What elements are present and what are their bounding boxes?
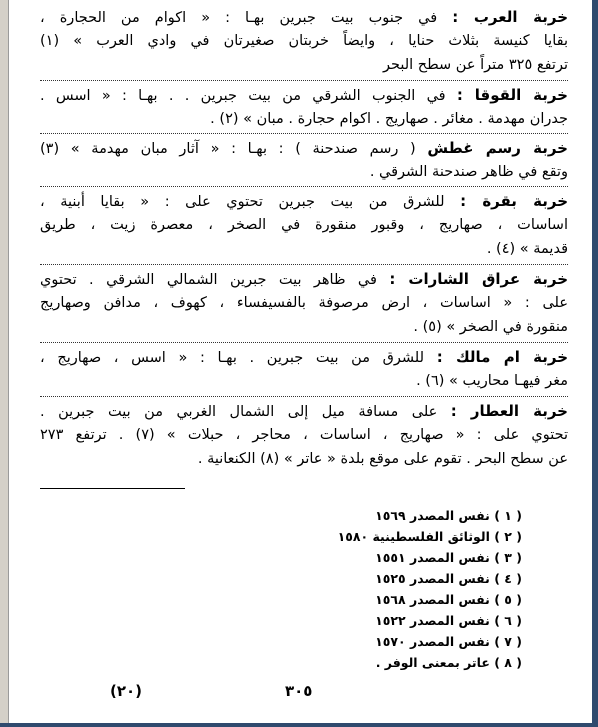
entry-line: بقايا كنيسة بثلاث حنايا ، وايضاً خربتان صغيرتان في وادي العرب » (١) bbox=[40, 33, 568, 49]
entry-heading: خربة القوقا : bbox=[456, 86, 568, 104]
entry-line: تحتوي على : « صهاريج ، اساسات ، محاجر ، حبلات » (٧) . ترتفع ٢٧٣ bbox=[40, 427, 568, 443]
dotted-separator bbox=[40, 342, 568, 343]
dotted-separator bbox=[40, 80, 568, 81]
window-frame-right bbox=[592, 0, 598, 727]
footnote: ( ٨ ) عاتر بمعنى الوفر . bbox=[375, 655, 522, 670]
dotted-separator bbox=[40, 264, 568, 265]
entry-line: خربة ام مالك : للشرق من بيت جبرين . بهـا : « اسس ، صهاريج ، bbox=[40, 348, 569, 366]
footnote: ( ٢ ) الوثائق الفلسطينية ١٥٨٠ bbox=[337, 529, 522, 544]
dotted-separator bbox=[40, 133, 568, 134]
dotted-separator bbox=[40, 186, 568, 187]
footnote-rule bbox=[40, 488, 185, 489]
entry-line: وتقع في ظاهر صندحنة الشرقي . bbox=[369, 164, 568, 180]
entry-heading: خربة ام مالك : bbox=[436, 348, 569, 366]
section-number: (٢٠) bbox=[110, 682, 143, 700]
footnote: ( ١ ) نفس المصدر ١٥٦٩ bbox=[375, 508, 522, 523]
entry-line: ترتفع ٣٢٥ متراً عن سطح البحر bbox=[383, 57, 568, 73]
entry-heading: خربة العرب : bbox=[452, 8, 569, 26]
entry-heading: خربة بقرة : bbox=[460, 192, 569, 210]
entry-line: خربة بقرة : للشرق من بيت جبرين تحتوي على : « بقايا أبنية ، bbox=[40, 192, 569, 210]
page-number: ٣٠٥ bbox=[285, 682, 313, 700]
window-frame-left bbox=[0, 0, 9, 727]
entry-line: خربة العطار : على مسافة ميل إلى الشمال الغربي من بيت جبرين . bbox=[40, 402, 568, 420]
entry-line: خربة عراق الشارات : في ظاهر بيت جبرين الشمالي الشرقي . تحتوي bbox=[40, 270, 568, 288]
entry-line: قديمة » (٤) . bbox=[486, 241, 568, 257]
entry-line: مغر فيهـا محاريب » (٦) . bbox=[416, 373, 568, 389]
entry-line: خربة رسم غطش ( رسم صندحنة ) : بهـا : « آثار مبان مهدمة » (٣) bbox=[40, 139, 568, 157]
footnote: ( ٥ ) نفس المصدر ١٥٦٨ bbox=[375, 592, 522, 607]
document-page bbox=[40, 0, 568, 727]
dotted-separator bbox=[40, 396, 568, 397]
entry-line: منقورة في الصخر » (٥) . bbox=[413, 319, 568, 335]
footnote: ( ٦ ) نفس المصدر ١٥٢٢ bbox=[375, 613, 522, 628]
entry-line: خربة القوقا : في الجنوب الشرقي من بيت جبرين . . بهـا : « اسس . bbox=[40, 86, 568, 104]
entry-heading: خربة العطار : bbox=[450, 402, 568, 420]
entry-heading: خربة عراق الشارات : bbox=[389, 270, 568, 288]
footnote: ( ٣ ) نفس المصدر ١٥٥١ bbox=[375, 550, 522, 565]
footnote: ( ٧ ) نفس المصدر ١٥٧٠ bbox=[375, 634, 522, 649]
entry-line: خربة العرب : في جنوب بيت جبرين بهـا : « اكوام من الحجارة ، bbox=[40, 8, 569, 26]
footnote: ( ٤ ) نفس المصدر ١٥٢٥ bbox=[375, 571, 522, 586]
entry-line: جدران مهدمة . مغائر . صهاريج . اكوام حجارة . مبان » (٢) . bbox=[210, 111, 568, 127]
entry-heading: خربة رسم غطش bbox=[427, 139, 568, 157]
entry-line: اساسات ، صهاريج ، وقبور منقورة في الصخر ، معصرة زيت ، طريق bbox=[40, 217, 568, 233]
entry-line: عن سطح البحر . تقوم على موقع بلدة « عاتر » (٨) الكنعانية . bbox=[197, 451, 568, 467]
entry-line: على : « اساسات ، ارض مرصوفة بالفسيفساء ، كهوف ، مدافن وصهاريج bbox=[40, 295, 568, 311]
